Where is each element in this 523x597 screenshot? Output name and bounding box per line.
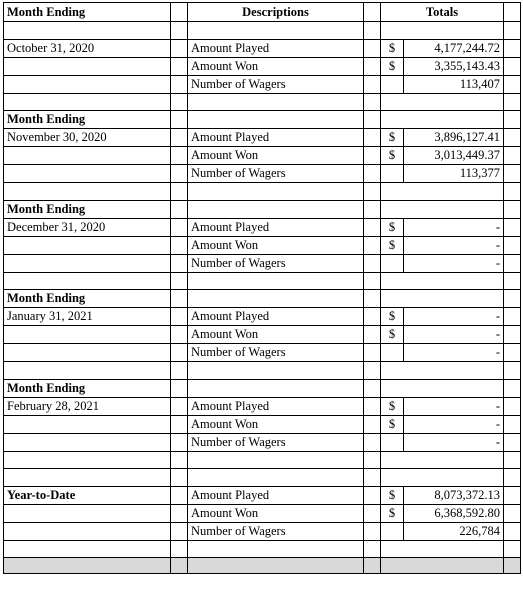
amount-played-label: Amount Played	[188, 308, 364, 326]
table-row	[4, 344, 521, 362]
dollar-sign: $	[381, 308, 404, 326]
ytd-label: Year-to-Date	[4, 486, 171, 504]
table-row	[4, 183, 521, 201]
table-row	[4, 75, 521, 93]
amount-won-label: Amount Won	[188, 57, 364, 75]
amount-played-value: -	[404, 397, 504, 415]
period-date: February 28, 2021	[4, 397, 171, 415]
wagers-value: -	[404, 254, 504, 272]
amount-played-label: Amount Played	[188, 397, 364, 415]
period-date: November 30, 2020	[4, 129, 171, 147]
footer-row	[4, 558, 521, 574]
amount-played-value: 4,177,244.72	[404, 39, 504, 57]
amount-won-label: Amount Won	[188, 415, 364, 433]
dollar-sign: $	[381, 129, 404, 147]
lottery-summary-table	[3, 2, 521, 574]
header-row	[4, 3, 521, 22]
table-row	[4, 415, 521, 433]
amount-won-label: Amount Won	[188, 504, 364, 522]
table-row	[4, 290, 521, 308]
table-row	[4, 504, 521, 522]
table-row	[4, 540, 521, 558]
table-row	[4, 111, 521, 129]
dollar-sign: $	[381, 57, 404, 75]
amount-played-value: 3,896,127.41	[404, 129, 504, 147]
dollar-sign: $	[381, 218, 404, 236]
table-row	[4, 362, 521, 380]
dollar-sign: $	[381, 326, 404, 344]
wagers-value: -	[404, 433, 504, 451]
dollar-sign: $	[381, 504, 404, 522]
wagers-label: Number of Wagers	[188, 165, 364, 183]
table-row	[4, 57, 521, 75]
amount-played-label: Amount Played	[188, 39, 364, 57]
table-row	[4, 93, 521, 111]
amount-played-value: -	[404, 308, 504, 326]
table-row	[4, 308, 521, 326]
amount-won-value: -	[404, 236, 504, 254]
table-row	[4, 397, 521, 415]
table-row	[4, 22, 521, 40]
month-ending-label: Month Ending	[4, 200, 171, 218]
dollar-sign: $	[381, 397, 404, 415]
month-ending-label: Month Ending	[4, 111, 171, 129]
table-row	[4, 272, 521, 290]
dollar-sign: $	[381, 39, 404, 57]
wagers-value: 113,377	[404, 165, 504, 183]
ytd-played-value: 8,073,372.13	[404, 486, 504, 504]
period-date: December 31, 2020	[4, 218, 171, 236]
amount-won-label: Amount Won	[188, 147, 364, 165]
amount-played-label: Amount Played	[188, 218, 364, 236]
ytd-wagers-value: 226,784	[404, 522, 504, 540]
period-date: January 31, 2021	[4, 308, 171, 326]
totals-header: Totals	[381, 3, 504, 22]
dollar-sign: $	[381, 147, 404, 165]
table-row	[4, 469, 521, 487]
wagers-label: Number of Wagers	[188, 344, 364, 362]
table-row	[4, 254, 521, 272]
amount-won-label: Amount Won	[188, 236, 364, 254]
table-row	[4, 165, 521, 183]
table-row	[4, 522, 521, 540]
wagers-label: Number of Wagers	[188, 75, 364, 93]
amount-won-value: 3,355,143.43	[404, 57, 504, 75]
period-date: October 31, 2020	[4, 39, 171, 57]
table-row	[4, 236, 521, 254]
month-ending-label: Month Ending	[4, 379, 171, 397]
table-row	[4, 379, 521, 397]
amount-won-value: 3,013,449.37	[404, 147, 504, 165]
wagers-label: Number of Wagers	[188, 433, 364, 451]
amount-won-label: Amount Won	[188, 326, 364, 344]
wagers-value: 113,407	[404, 75, 504, 93]
dollar-sign: $	[381, 236, 404, 254]
table-row	[4, 200, 521, 218]
table-row	[4, 486, 521, 504]
amount-played-label: Amount Played	[188, 486, 364, 504]
month-ending-header: Month Ending	[4, 3, 171, 22]
month-ending-label: Month Ending	[4, 290, 171, 308]
ytd-won-value: 6,368,592.80	[404, 504, 504, 522]
table-row	[4, 433, 521, 451]
table-row	[4, 326, 521, 344]
dollar-sign: $	[381, 486, 404, 504]
table-row	[4, 129, 521, 147]
table-row	[4, 39, 521, 57]
amount-played-value: -	[404, 218, 504, 236]
dollar-sign: $	[381, 415, 404, 433]
amount-played-label: Amount Played	[188, 129, 364, 147]
table-row	[4, 147, 521, 165]
wagers-label: Number of Wagers	[188, 254, 364, 272]
table-row	[4, 218, 521, 236]
table-row	[4, 451, 521, 469]
amount-won-value: -	[404, 326, 504, 344]
descriptions-header: Descriptions	[188, 3, 364, 22]
amount-won-value: -	[404, 415, 504, 433]
wagers-label: Number of Wagers	[188, 522, 364, 540]
wagers-value: -	[404, 344, 504, 362]
